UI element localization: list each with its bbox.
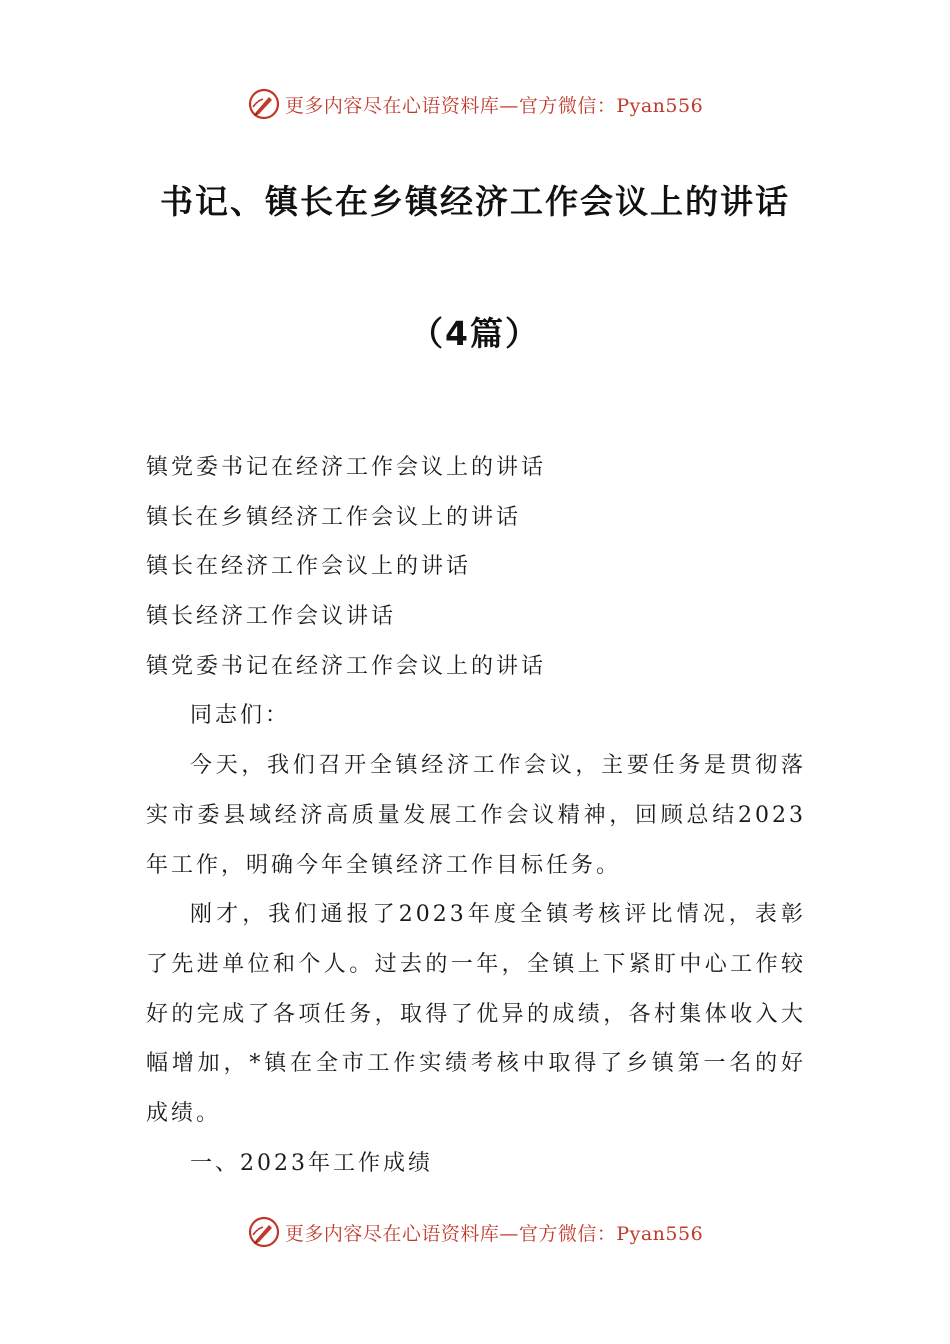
- section-heading: 一、2023年工作成绩: [190, 1150, 433, 1176]
- banner-text: 更多内容尽在心语资料库—官方微信：Pyan556: [284, 1222, 704, 1245]
- toc-item: 镇党委书记在经济工作会议上的讲话: [146, 455, 547, 480]
- toc-item: 镇长在乡镇经济工作会议上的讲话: [146, 504, 522, 530]
- footer-banner: [0, 1212, 950, 1252]
- document-subtitle: （4篇）: [410, 314, 540, 353]
- pen-logo-icon: [247, 1215, 281, 1249]
- document-content: [146, 443, 806, 1188]
- header-banner: [0, 84, 950, 124]
- toc-item: 镇党委书记在经济工作会议上的讲话: [146, 653, 547, 679]
- document-title: 书记、镇长在乡镇经济工作会议上的讲话: [160, 182, 790, 221]
- pen-logo-icon: [247, 87, 281, 121]
- body-paragraph: 刚才，我们通报了2023年度全镇考核评比情况，表彰了先进单位和个人。过去的一年，全镇上下紧盯中心工作较好的完成了各项任务，取得了优异的成绩，各村集体收入大幅增加，*镇在全市工作实绩考核中取得了乡镇第一名的好成绩。: [146, 902, 806, 1127]
- body-paragraph: 今天，我们召开全镇经济工作会议，主要任务是贯彻落实市委县域经济高质量发展工作会议精神，回顾总结2023年工作，明确今年全镇经济工作目标任务。: [146, 753, 806, 878]
- banner-text: 更多内容尽在心语资料库—官方微信：Pyan556: [284, 94, 704, 117]
- toc-item: 镇长在经济工作会议上的讲话: [146, 554, 472, 580]
- salutation: 同志们：: [190, 703, 291, 729]
- toc-item: 镇长经济工作会议讲话: [146, 604, 397, 630]
